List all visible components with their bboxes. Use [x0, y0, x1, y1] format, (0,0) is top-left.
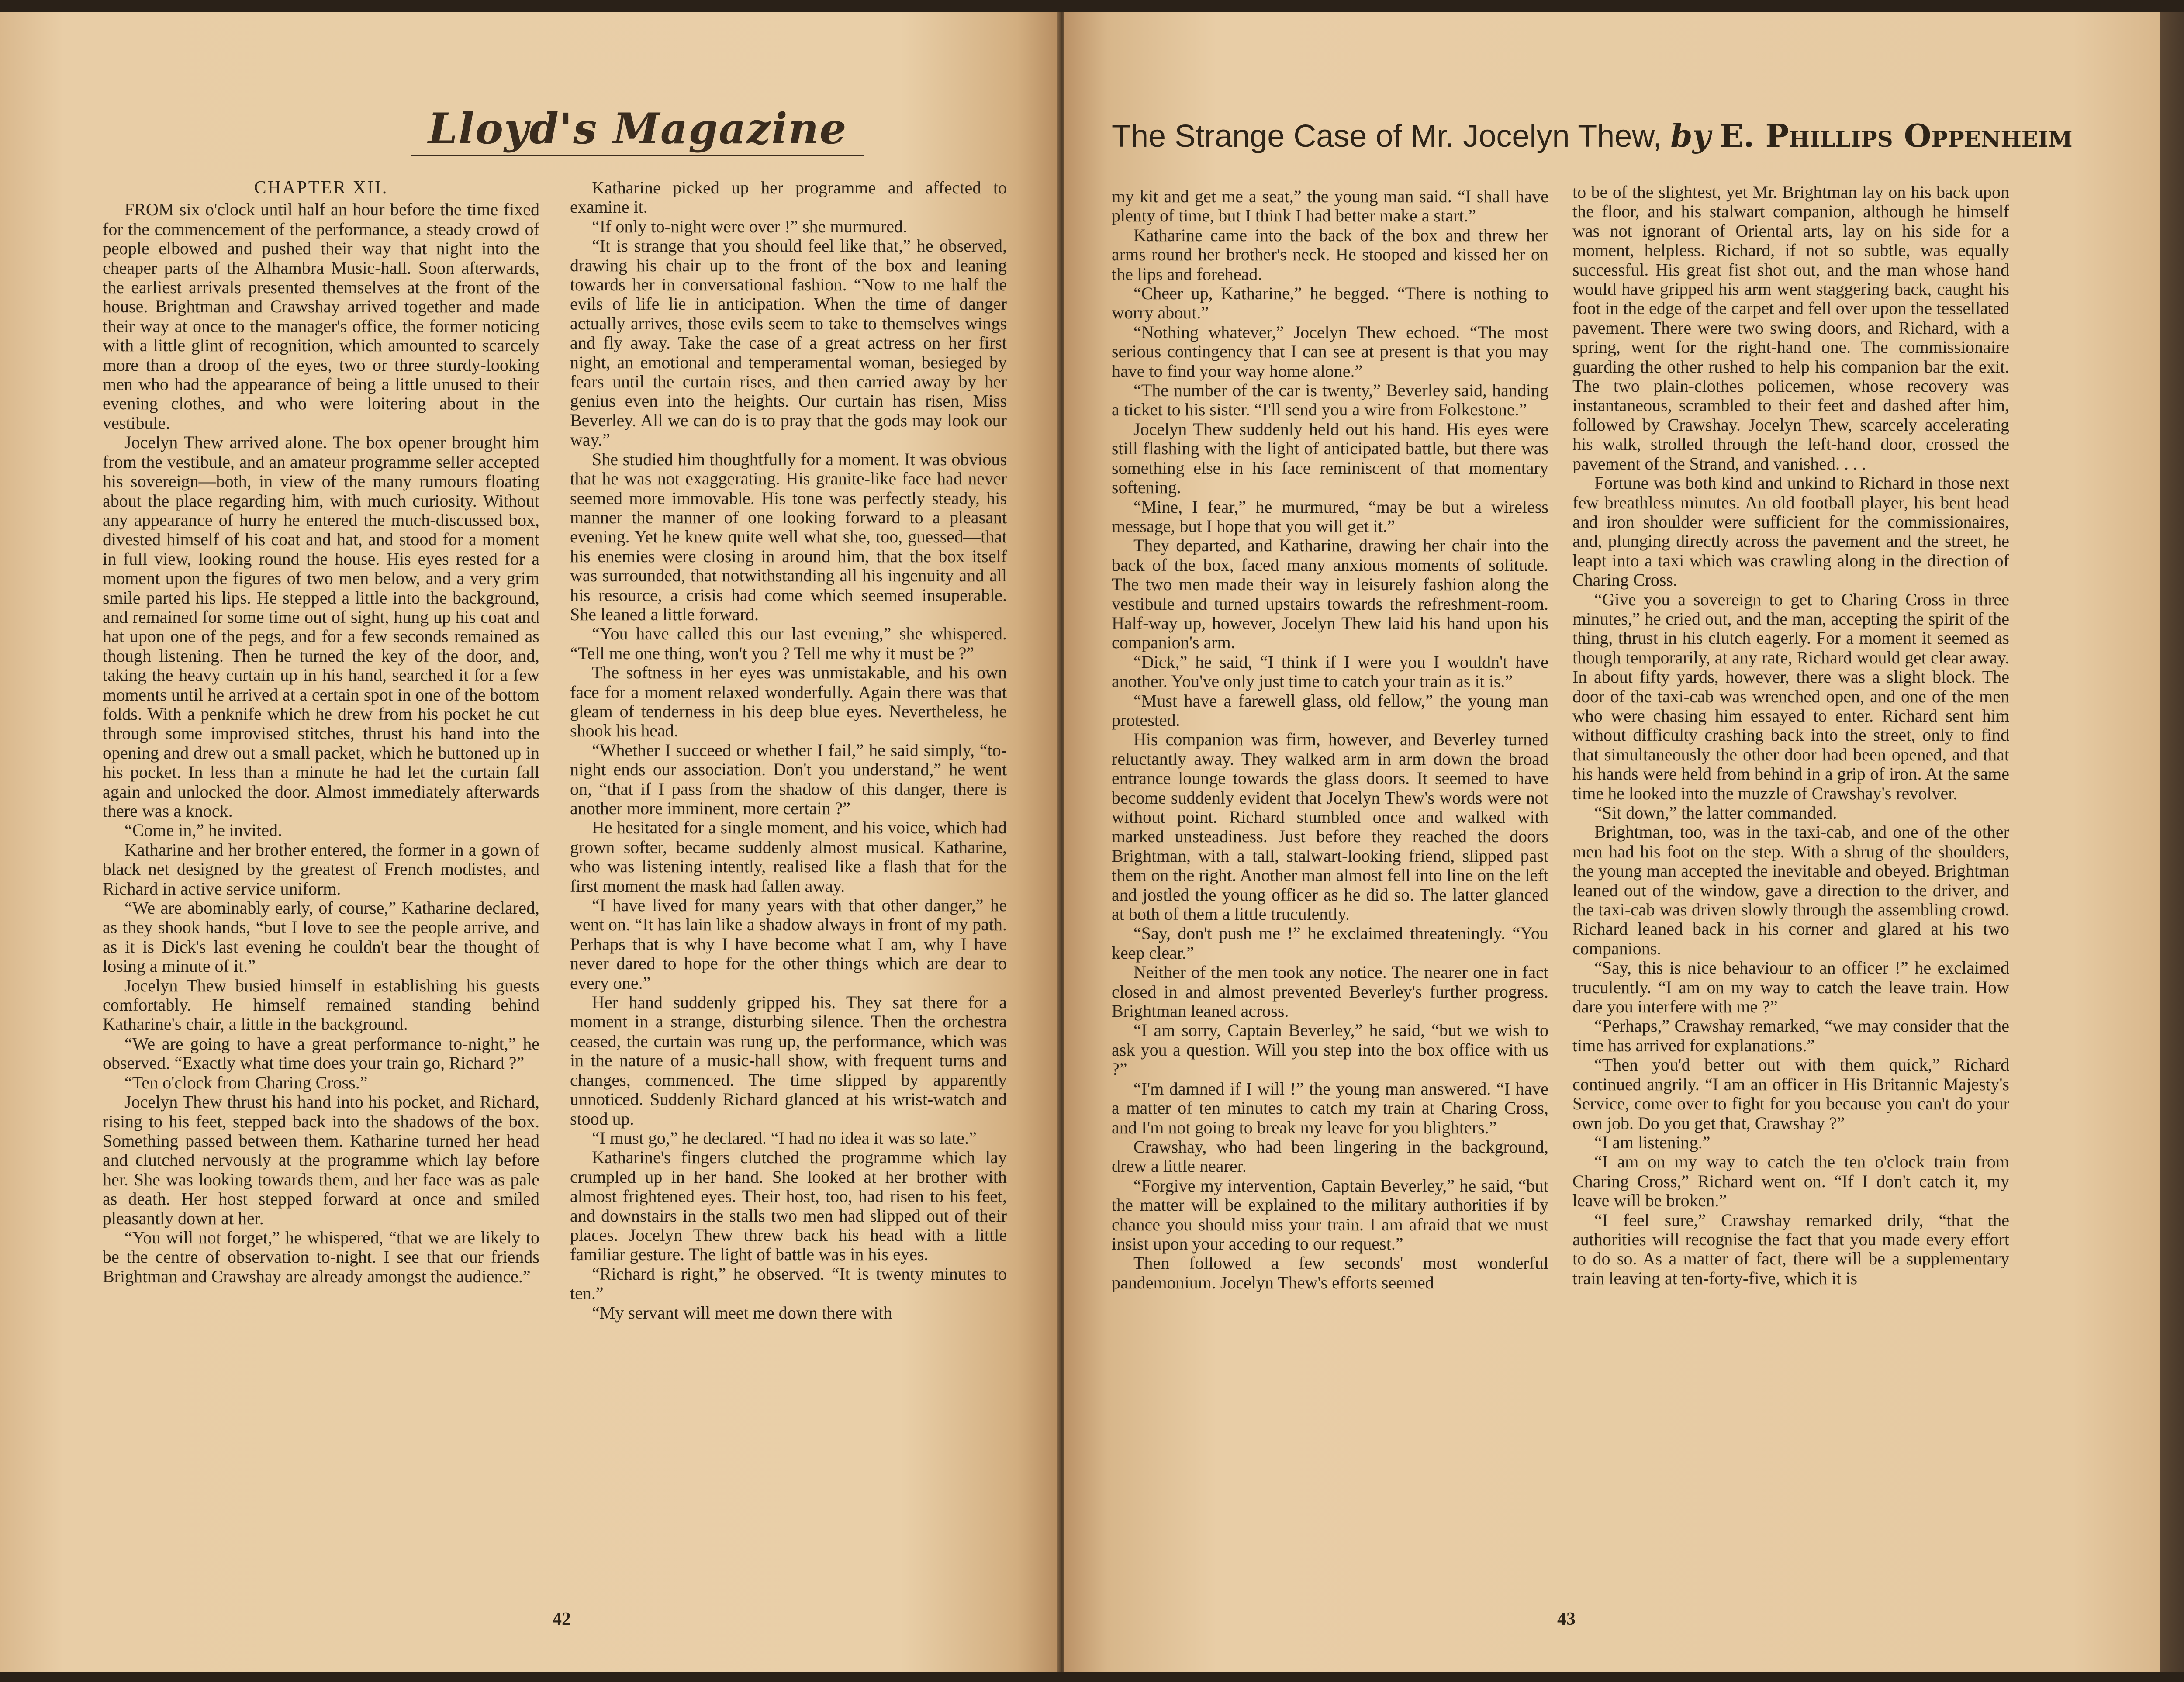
paragraph: Her hand suddenly gripped his. They sat there for a moment in a strange, disturbing silence. Then the orchestra ceased, the curtain was rung up, the performance, which was in the nature of a music-hall show, with frequent turns and changes, commenced. The time slipped by apparently unnoticed. Suddenly Richard glanced at his wrist-watch and stood up. [570, 992, 1007, 1129]
author-name: E. Phillips Oppenheim [1719, 117, 2073, 154]
left-page [0, 12, 1059, 1672]
paragraph: “Give you a sovereign to get to Charing Cross in three minutes,” he cried out, and the man, accepting the spirit of the thing, thrust in his clutch eagerly. For a moment it seemed as though temporarily, at any rate, Richard would get clear away. In about fifty yards, however, there was a slight block. The door of the taxi-cab was wrenched open, and one of the men who were chasing him essayed to enter. Richard sent him without difficulty crashing back into the street, only to find that simultaneously the other door had been opened, and that his hands were held from behind in a grip of iron. At the same time he looked into the muzzle of Crawshay's revolver. [1572, 589, 2009, 803]
left-column-a [103, 178, 539, 1571]
paragraph: His companion was firm, however, and Beverley turned reluctantly away. They walked arm in arm down the broad entrance lounge towards the glass doors. It seemed to have become suddenly evident that Jocelyn Thew's words were not without point. Richard stumbled once and walked with marked unsteadiness. Just before they reached the doors Brightman, with a tall, stalwart-looking friend, slipped past them on the right. Another man almost fell into line on the left and jostled the young officer as he did so. The latter glanced at both of them a little truculently. [1112, 729, 1548, 924]
page-number-right: 43 [1557, 1609, 1576, 1629]
paragraph: “Whether I succeed or whether I fail,” he said simply, “to-night ends our association. Don't you understand,” he went on, “that if I pass from the shadow of this danger, there is another more imminent, more certain ?” [570, 740, 1007, 818]
page-edge-shadow [2160, 12, 2184, 1672]
paragraph: Crawshay, who had been lingering in the background, drew a little nearer. [1112, 1136, 1548, 1176]
paragraph: “Mine, I fear,” he murmured, “may be but a wireless message, but I hope that you will get it.” [1112, 497, 1548, 536]
paragraph: “We are going to have a great performance to-night,” he observed. “Exactly what time does your train go, Richard ?” [103, 1033, 539, 1073]
paragraph: “The number of the car is twenty,” Beverley said, handing a ticket to his sister. “I'll send you a wire from Folkestone.” [1112, 380, 1548, 420]
paragraph: Jocelyn Thew arrived alone. The box opener brought him from the vestibule, and an amateur programme seller accepted his sovereign—both, in view of the many rumours floating about the place regarding him, with much curiosity. Without any appearance of hurry he entered the much-discussed box, divested himself of his coat and hat, and stood for a moment in full view, looking round the house. His eyes rested for a moment upon the figures of two men below, and a very grim smile parted his lips. He stepped a little into the background, and remained for some time out of sight, hung up his coat and hat upon one of the pegs, and for a few seconds remained as though listening. Then he turned the key of the door, and, taking the heavy curtain up in his hand, searched it for a few moments until he arrived at a certain spot in one of the bottom folds. With a penknife which he drew from his pocket he cut through some improvised stitches, thrust his hand into the opening and drew out a small packet, which he buttoned up in his pocket. In less than a minute he had let the curtain fall again and unlocked the door. Almost immediately afterwards there was a knock. [103, 432, 539, 821]
paragraph: “It is strange that you should feel like that,” he observed, drawing his chair up to the front of the box and leaning towards her in conversational fashion. “Now to me half the evils of life lie in anticipation. When the time of danger actually arrives, those evils seem to take to themselves wings and fly away. Take the case of a great actress on her first night, an emotional and temperamental woman, besieged by fears until the curtain rises, and then carried away by her genius even into the heights. Our curtain has risen, Miss Beverley. All we can do is to pray that the gods may look our way.” [570, 236, 1007, 450]
paragraph: FROM six o'clock until half an hour before the time fixed for the commencement of the performance, a steady crowd of people elbowed and pushed their way that night into the cheaper parts of the Alhambra Music-hall. Soon afterwards, the earliest arrivals presented themselves at the front of the house. Brightman and Crawshay arrived together and made their way at once to the manager's office, the former noticing with a little glint of recognition, which amounted to scarcely more than a droop of the eyes, two or three sturdy-looking men who had the appearance of being a little unused to their evening clothes, and who were loitering about in the vestibule. [103, 200, 539, 433]
paragraph: “I have lived for many years with that other danger,” he went on. “It has lain like a shadow always in front of my path. Perhaps that is why I have become what I am, why I have never dared to hope for the other things which are dear to every one.” [570, 895, 1007, 993]
paragraph: “I feel sure,” Crawshay remarked drily, “that the authorities will recognise the fact that you made every effort to do so. As a matter of fact, there will be a supplementary train leaving at ten-forty-five, which it is [1572, 1210, 2009, 1288]
paragraph: They departed, and Katharine, drawing her chair into the back of the box, faced many anxious moments of solitude. The two men made their way in leisurely fashion along the vestibule and turned upstairs towards the refreshment-room. Half-way up, however, Jocelyn Thew laid his hand upon his companion's arm. [1112, 535, 1548, 653]
paragraph: Jocelyn Thew thrust his hand into his pocket, and Richard, rising to his feet, stepped back into the shadows of the box. Something passed between them. Katharine turned her head and clutched nervously at the programme which lay before her. She was looking towards them, and her face was as pale as death. Her host stepped forward at once and smiled pleasantly down at her. [103, 1092, 539, 1228]
paragraph: “Forgive my intervention, Captain Beverley,” he said, “but the matter will be explained to the military authorities if by chance you should miss your train. I am afraid that we must insist upon your acceding to our request.” [1112, 1175, 1548, 1254]
right-column-a [1112, 187, 1548, 1580]
byline-word: by [1670, 117, 1711, 154]
paragraph: “Richard is right,” he observed. “It is twenty minutes to ten.” [570, 1264, 1007, 1303]
paragraph: “We are abominably early, of course,” Katharine declared, as they shook hands, “but I love to see the people arrive, and as it is Dick's last evening he couldn't bear the thought of losing a minute of it.” [103, 898, 539, 976]
paragraph: “Sit down,” the latter commanded. [1594, 803, 1837, 822]
paragraph: Katharine picked up her programme and affected to examine it. [570, 178, 1007, 217]
paragraph: He hesitated for a single moment, and his voice, which had grown softer, became suddenly almost musical. Katharine, who was listening intently, realised like a flash that for the first moment the mask had fallen away. [570, 818, 1007, 896]
paragraph: Katharine and her brother entered, the former in a gown of black net designed by the greatest of French modistes, and Richard in active service uniform. [103, 839, 539, 898]
paragraph: “My servant will meet me down there with [592, 1302, 892, 1323]
paragraph: “Ten o'clock from Charing Cross.” [124, 1072, 368, 1092]
paragraph: Then followed a few seconds' most wonderful pandemonium. Jocelyn Thew's efforts seemed [1112, 1253, 1548, 1292]
paragraph: She studied him thoughtfully for a moment. It was obvious that he was not exaggerating. His granite-like face had never seemed more immovable. His tone was perfectly steady, his manner the manner of one looking forward to a pleasant evening. Yet he knew quite well what she, too, guessed—that his enemies were closing in around him, that the box itself was surrounded, that notwithstanding all his ingenuity and all his resource, a crisis had come which seemed insuperable. She leaned a little forward. [570, 449, 1007, 624]
paragraph: “Perhaps,” Crawshay remarked, “we may consider that the time has arrived for explanations.” [1572, 1016, 2009, 1055]
magazine-masthead: Lloyd's Magazine [411, 104, 864, 156]
paragraph: “You have called this our last evening,” she whispered. “Tell me one thing, won't you ? Tell me why it must be ?” [570, 624, 1007, 663]
paragraph: “I am on my way to catch the ten o'clock train from Charing Cross,” Richard went on. “If I don't catch it, my leave will be broken.” [1572, 1152, 2009, 1211]
left-column-b [570, 178, 1007, 1571]
paragraph: to be of the slightest, yet Mr. Brightman lay on his back upon the floor, and his stalwart companion, although he himself was not ignorant of Oriental arts, lay on his side for a moment, helpless. Richard, if not so subtle, was equally successful. His great fist shot out, and the man whose hand would have gripped his arm went staggering back, caught his foot in the edge of the carpet and fell over upon the tessellated pavement. There were two swing doors, and Richard, with a spring, went for the right-hand one. The commissionaire guarding the other rushed to help his companion bar the exit. The two plain-clothes policemen, whose recovery was instantaneous, scrambled to their feet and dashed after him, followed by Crawshay. Jocelyn Thew, scarcely accelerating his walk, strolled through the left-hand door, crossed the pavement of the Strand, and vanished. . . . [1572, 183, 2009, 473]
paragraph: my kit and get me a seat,” the young man said. “I shall have plenty of time, but I think I had better make a start.” [1112, 187, 1548, 226]
paragraph: “Cheer up, Katharine,” he begged. “There is nothing to worry about.” [1112, 283, 1548, 323]
paragraph: “Come in,” he invited. [124, 820, 283, 840]
paragraph: The softness in her eyes was unmistakable, and his own face for a moment relaxed wonderfully. Again there was that gleam of tenderness in his deep blue eyes. Nevertheless, he shook his head. [570, 663, 1007, 741]
paragraph: “I must go,” he declared. “I had no idea it was so late.” [592, 1128, 977, 1148]
paragraph: “You will not forget,” he whispered, “that we are likely to be the centre of observation to-night. I see that our friends Brightman and Crawshay are already amongst the audience.” [103, 1227, 539, 1286]
paragraph: “If only to-night were over !” she murmured. [592, 216, 907, 236]
right-page [1064, 12, 2160, 1672]
paragraph: Brightman, too, was in the taxi-cab, and one of the other men had his foot on the step. With a shrug of the shoulders, the young man accepted the inevitable and obeyed. Brightman leaned out of the window, gave a direction to the driver, and the taxi-cab was driven slowly through the assembling crowd. Richard leaned back in his corner and glared at his two companions. [1572, 822, 2009, 958]
paragraph: Neither of the men took any notice. The nearer one in fact closed in and almost prevented Beverley's further progress. Brightman leaned across. [1112, 962, 1548, 1021]
story-title: The Strange Case of Mr. Jocelyn Thew, [1112, 119, 1662, 154]
right-column-b [1572, 183, 2009, 1576]
paragraph: “Dick,” he said, “I think if I were you I wouldn't have another. You've only just time to catch your train as it is.” [1112, 652, 1548, 691]
paragraph: “I'm damned if I will !” the young man answered. “I have a matter of ten minutes to catch my train at Charing Cross, and I'm not going to break my leave for you blighters.” [1112, 1078, 1548, 1137]
paragraph: “I am sorry, Captain Beverley,” he said, “but we wish to ask you a question. Will you step into the box office with us ?” [1112, 1020, 1548, 1079]
paragraph: “Must have a farewell glass, old fellow,” the young man protested. [1112, 691, 1548, 730]
paragraph: “Nothing whatever,” Jocelyn Thew echoed. “The most serious contingency that I can see at present is that you may have to find your way home alone.” [1112, 322, 1548, 381]
paragraph: “Say, this is nice behaviour to an officer !” he exclaimed truculently. “I am on my way to catch the leave train. How dare you interfere with me ?” [1572, 958, 2009, 1017]
running-head [1112, 117, 2116, 154]
paragraph: Fortune was both kind and unkind to Richard in those next few breathless minutes. An old football player, his bent head and iron shoulder were sufficient for the commissionaires, and, plunging directly across the pavement and the street, he leapt into a taxi which was crawling along in the direction of Charing Cross. [1572, 473, 2009, 590]
paragraph: Jocelyn Thew suddenly held out his hand. His eyes were still flashing with the light of anticipated battle, but there was something else in his face reminiscent of that momentary softening. [1112, 419, 1548, 497]
paragraph: “Then you'd better out with them quick,” Richard continued angrily. “I am an officer in His Britannic Majesty's Service, come over to fight for you because you can't do your own job. Do you get that, Crawshay ?” [1572, 1055, 2009, 1133]
paragraph: Jocelyn Thew busied himself in establishing his guests comfortably. He himself remained standing behind Katharine's chair, a little in the background. [103, 975, 539, 1034]
chapter-heading: CHAPTER XII. [254, 178, 388, 198]
page-number-left: 42 [553, 1609, 571, 1629]
paragraph: Katharine came into the back of the box and threw her arms round her brother's neck. He stooped and kissed her on the lips and forehead. [1112, 225, 1548, 284]
paragraph: “Say, don't push me !” he exclaimed threateningly. “You keep clear.” [1112, 923, 1548, 963]
paragraph: Katharine's fingers clutched the programme which lay crumpled up in her hand. She looked at her brother with almost frightened eyes. Their host, too, had risen to his feet, and downstairs in the stalls two men had slipped out of their places. Jocelyn Thew threw back his head with a little familiar gesture. The light of battle was in his eyes. [570, 1147, 1007, 1264]
paragraph: “I am listening.” [1594, 1132, 1711, 1152]
